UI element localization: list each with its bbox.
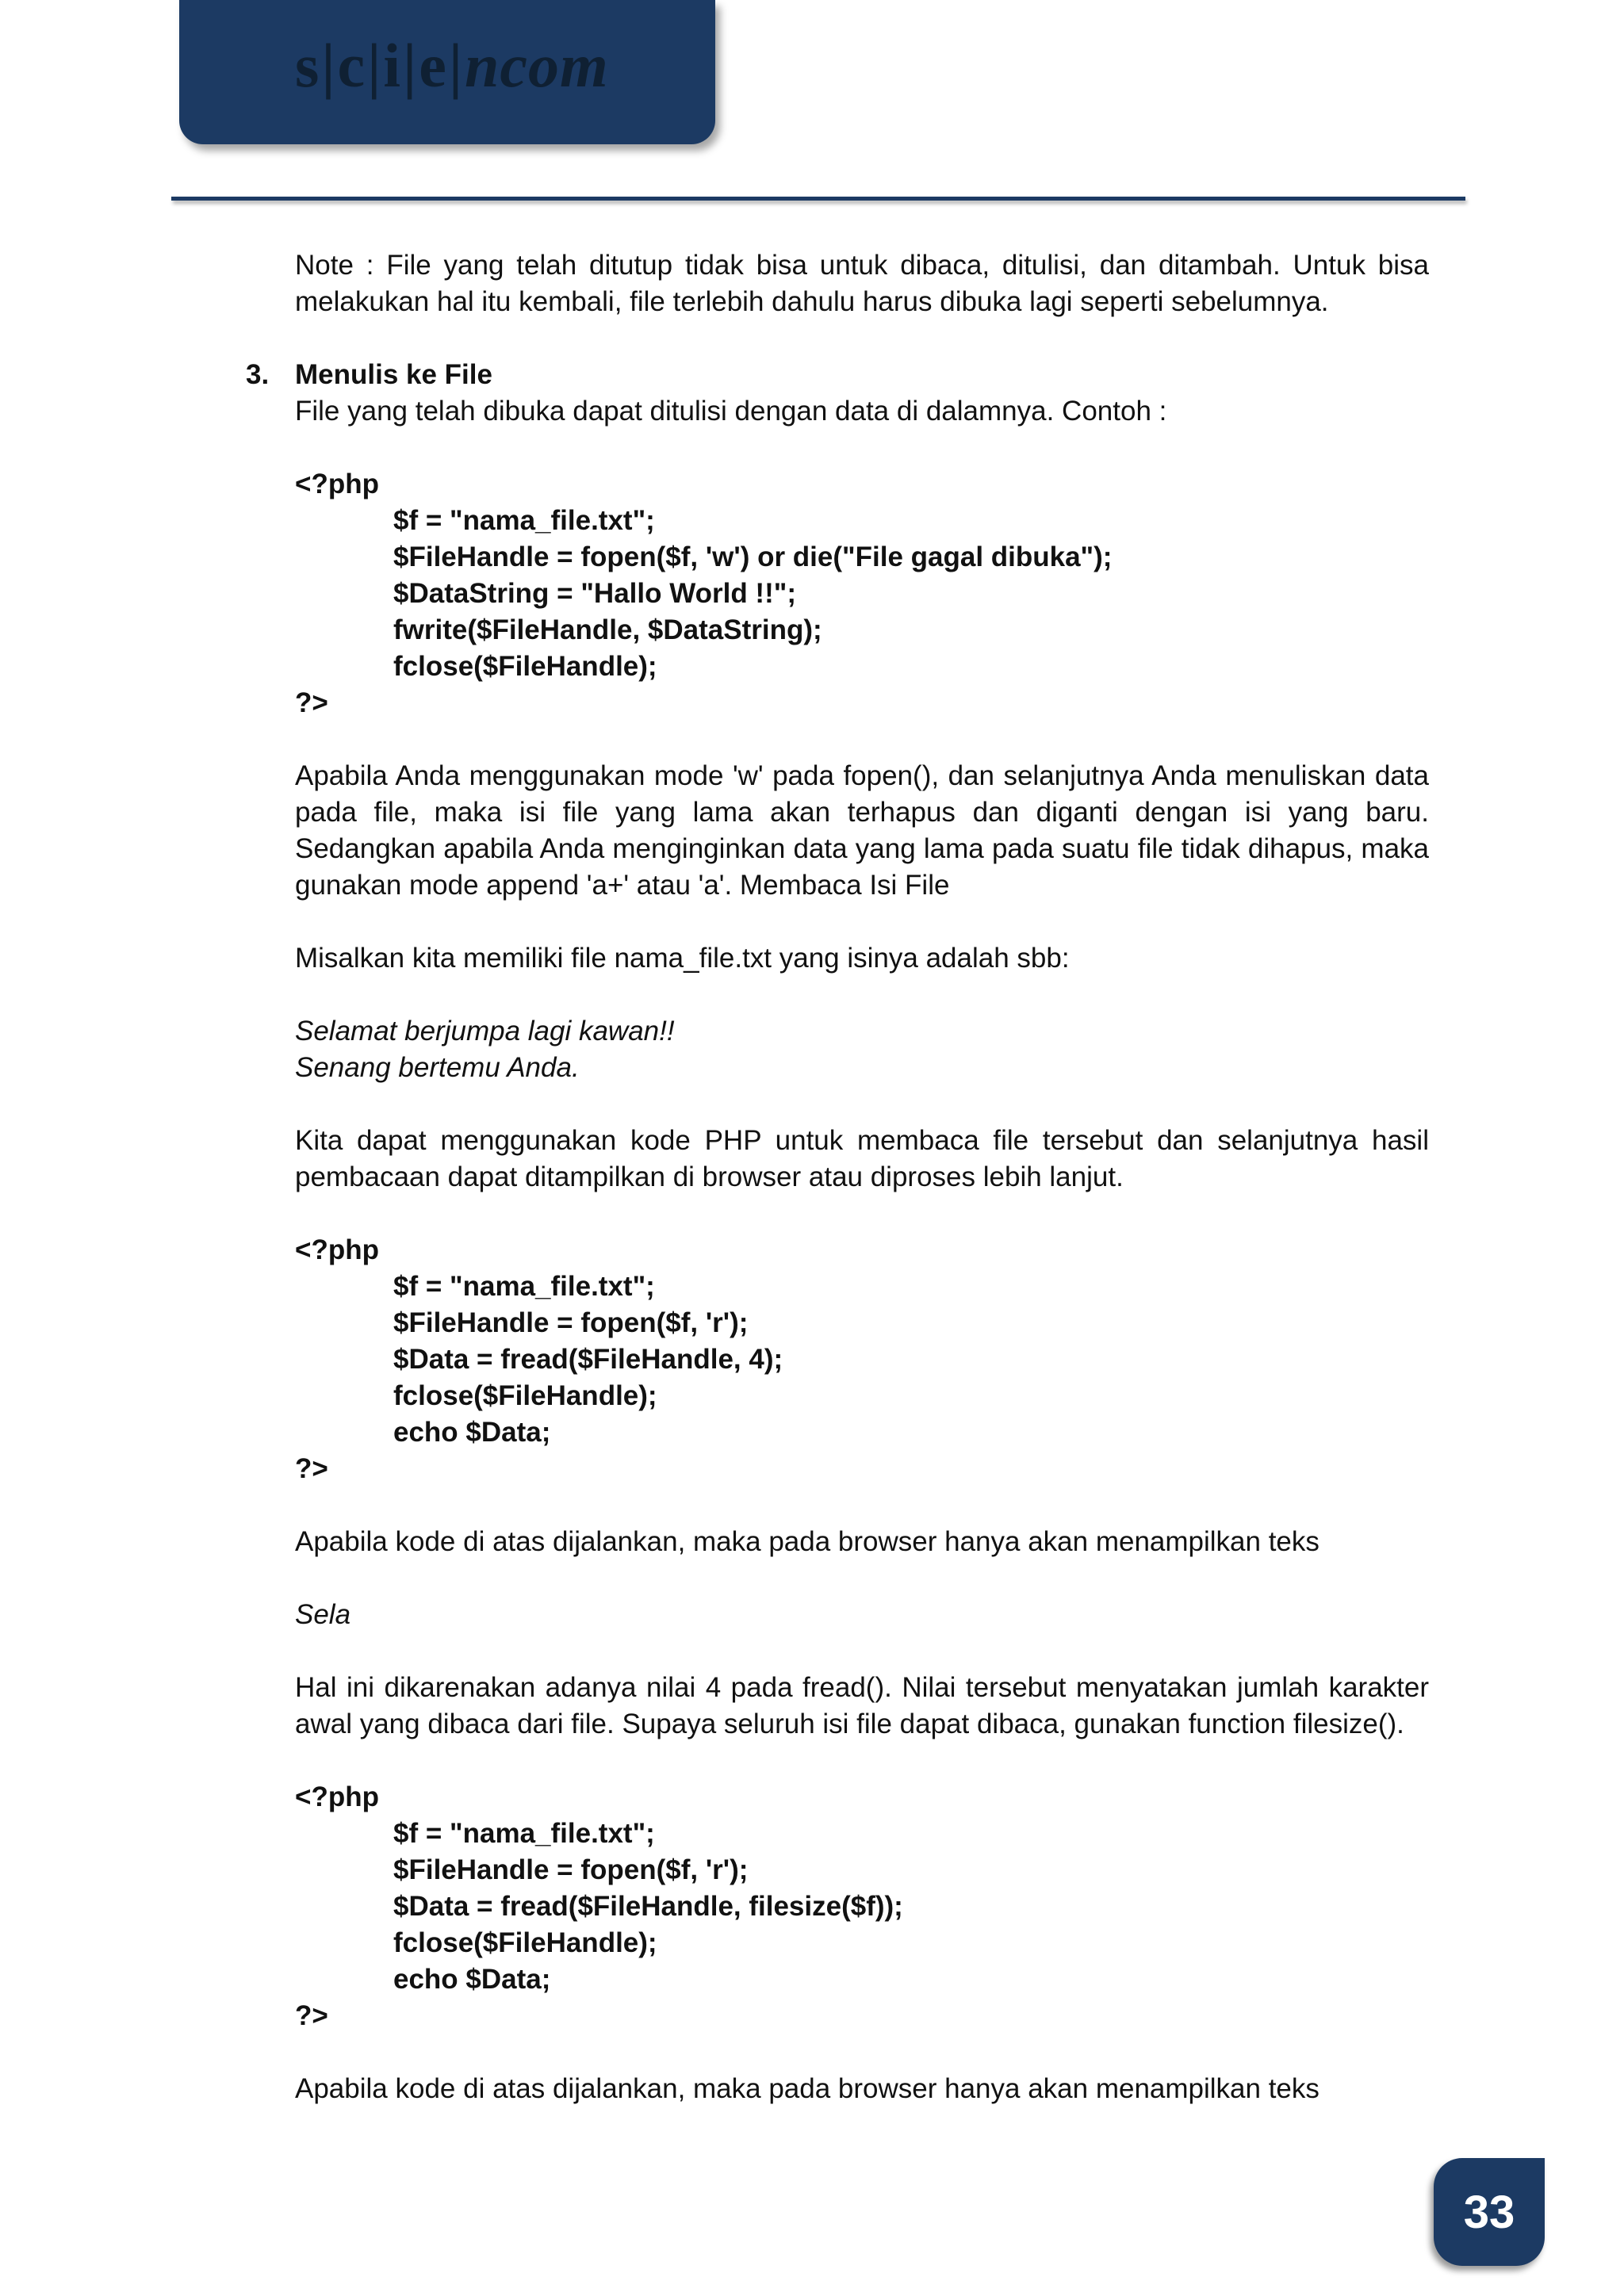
code-line: echo $Data;: [393, 1417, 551, 1448]
code-open-tag: <?php: [295, 469, 379, 499]
code-line: fclose($FileHandle);: [393, 1380, 657, 1411]
logo-letter: e: [419, 31, 447, 100]
run-paragraph: Apabila kode di atas dijalankan, maka pada browser hanya akan menampilkan teks: [295, 2073, 1320, 2104]
code-line: $f = "nama_file.txt";: [393, 505, 655, 536]
code-block-read: [295, 1232, 1429, 1487]
section-intro: File yang telah dibuka dapat ditulisi dengan data di dalamnya. Contoh :: [295, 396, 1167, 427]
code-line: $DataString = "Hallo World !!";: [393, 578, 796, 609]
section-number: 3.: [246, 359, 270, 390]
logo-separator: |: [403, 31, 418, 100]
code-block-write: [295, 466, 1429, 721]
output-text: Sela: [295, 1599, 351, 1630]
code-close-tag: ?>: [295, 687, 328, 718]
code-line: $Data = fread($FileHandle, filesize($f));: [393, 1891, 903, 1922]
code-line: echo $Data;: [393, 1964, 551, 1995]
logo-letter: c: [337, 31, 366, 100]
example-paragraph: Misalkan kita memiliki file nama_file.txt yang isinya adalah sbb:: [295, 943, 1070, 974]
logo-separator: |: [448, 31, 464, 100]
logo-separator: |: [321, 31, 336, 100]
run-paragraph: Apabila kode di atas dijalankan, maka pada browser hanya akan menampilkan teks: [295, 1526, 1320, 1557]
logo-letter: i: [383, 31, 402, 100]
logo-tail: ncom: [465, 31, 609, 100]
header-divider: [171, 197, 1465, 201]
file-content-line: Senang bertemu Anda.: [295, 1052, 580, 1083]
code-open-tag: <?php: [295, 1234, 379, 1265]
section-heading: [246, 357, 1429, 393]
code-open-tag: <?php: [295, 1781, 379, 1812]
note-paragraph: Note : File yang telah ditutup tidak bisa untuk dibaca, ditulisi, dan ditambah. Untuk bisa melakukan hal itu kembali, file terlebih dahulu harus dibuka lagi seperti sebelumnya.: [295, 250, 1429, 317]
code-line: $FileHandle = fopen($f, 'w') or die("File gagal dibuka");: [393, 541, 1113, 572]
code-block-filesize: [295, 1779, 1429, 2034]
code-line: $f = "nama_file.txt";: [393, 1818, 655, 1849]
logo-letter: s: [295, 31, 320, 100]
logo-separator: |: [367, 31, 382, 100]
code-close-tag: ?>: [295, 1453, 328, 1484]
code-line: fclose($FileHandle);: [393, 1927, 657, 1958]
page-number-badge: 33: [1434, 2158, 1545, 2266]
section-title: Menulis ke File: [295, 359, 492, 390]
file-content-line: Selamat berjumpa lagi kawan!!: [295, 1016, 675, 1047]
header-banner: [179, 0, 715, 144]
code-line: $f = "nama_file.txt";: [393, 1271, 655, 1302]
code-line: fwrite($FileHandle, $DataString);: [393, 614, 822, 645]
code-line: $FileHandle = fopen($f, 'r');: [393, 1307, 749, 1338]
explain-paragraph: Hal ini dikarenakan adanya nilai 4 pada fread(). Nilai tersebut menyatakan jumlah karakter awal yang dibaca dari file. Supaya seluruh isi file dapat dibaca, gunakan function filesize().: [295, 1672, 1429, 1739]
brand-logo: [295, 30, 609, 101]
code-close-tag: ?>: [295, 2000, 328, 2031]
page-body: [246, 247, 1429, 2107]
code-line: $Data = fread($FileHandle, 4);: [393, 1344, 783, 1375]
code-line: $FileHandle = fopen($f, 'r');: [393, 1854, 749, 1885]
mode-w-paragraph: Apabila Anda menggunakan mode 'w' pada fopen(), dan selanjutnya Anda menuliskan data pada file, maka isi file yang lama akan terhapus dan diganti dengan isi yang baru. Sedangkan apabila Anda menginginkan data yang lama pada suatu file tidak dihapus, maka gunakan mode append 'a+' atau 'a'. Membaca Isi File: [295, 760, 1429, 901]
read-paragraph: Kita dapat menggunakan kode PHP untuk membaca file tersebut dan selanjutnya hasil pembacaan dapat ditampilkan di browser atau diproses lebih lanjut.: [295, 1125, 1429, 1192]
code-line: fclose($FileHandle);: [393, 651, 657, 682]
